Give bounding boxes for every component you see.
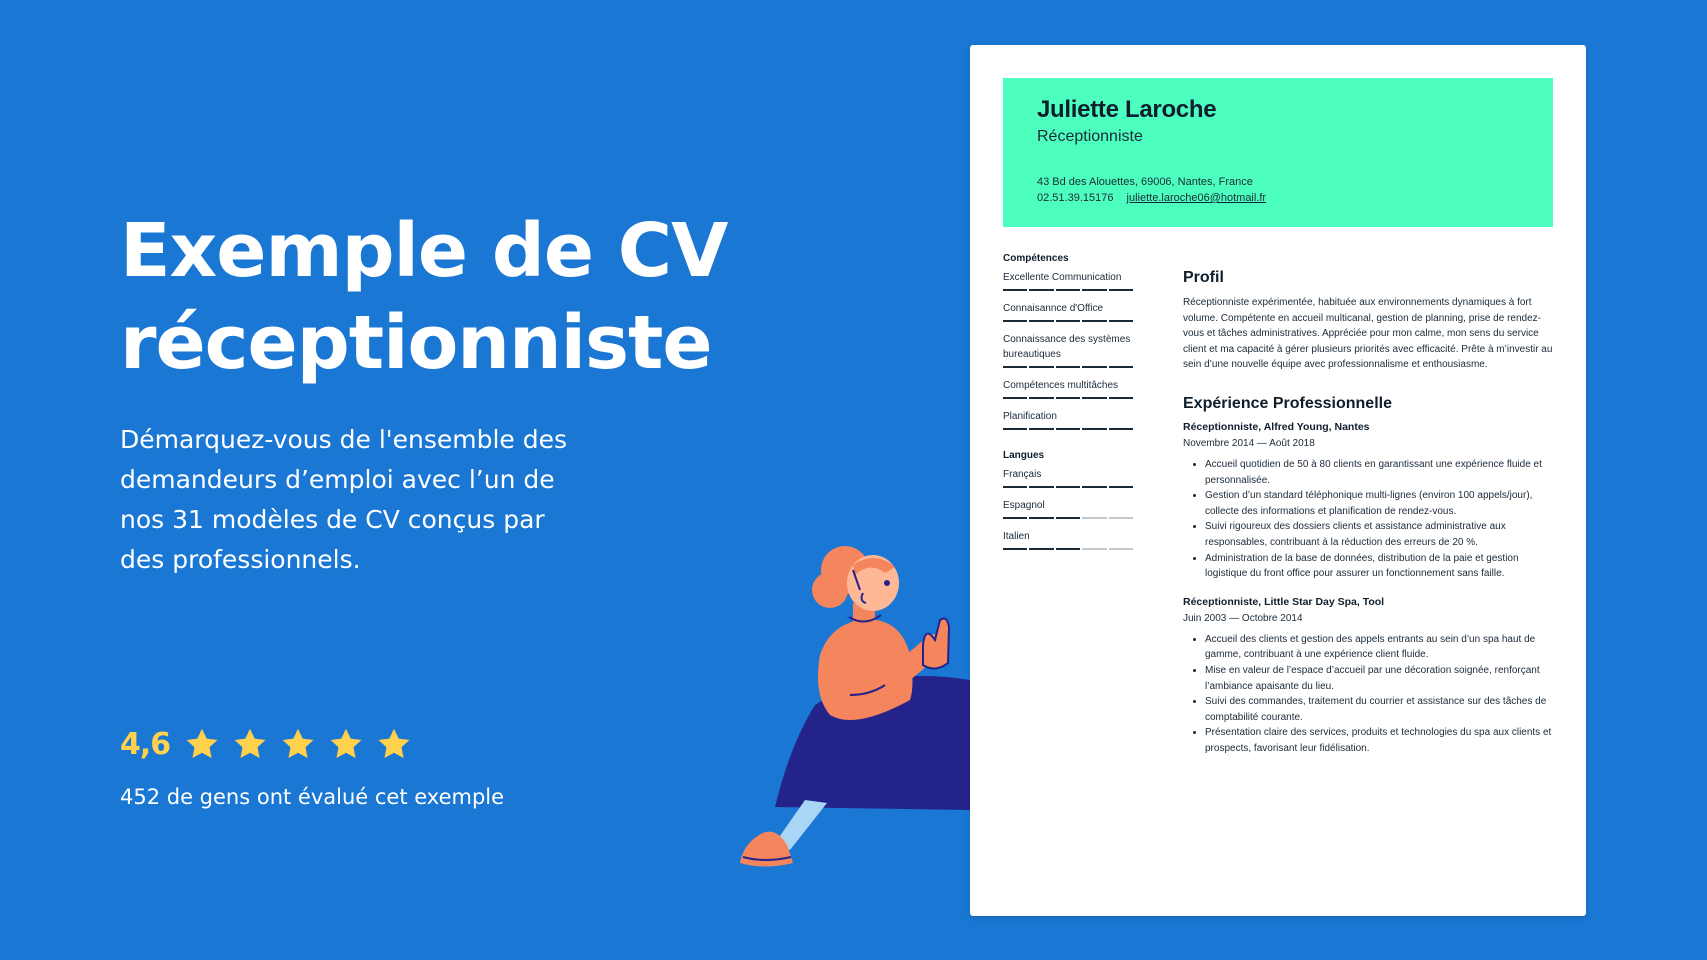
star-icon bbox=[184, 726, 220, 762]
title-line-2: réceptionniste bbox=[120, 300, 712, 386]
jobs-list bbox=[1183, 421, 1555, 757]
job-title: Réceptionniste, Little Star Day Spa, Tool bbox=[1183, 595, 1385, 608]
rating-count: 452 de gens ont évalué cet exemple bbox=[120, 785, 505, 809]
job-bullets bbox=[1183, 457, 1555, 582]
level-segment bbox=[1029, 289, 1053, 291]
cv-address: 43 Bd des Alouettes, 69006, Nantes, France bbox=[1037, 176, 1253, 188]
job-bullet: • Mise en valeur de l’espace d’accueil par une décoration soignée, renforçant l’ambiance apaisante du lieu. bbox=[1205, 663, 1555, 694]
languages-level-bar bbox=[1003, 548, 1135, 550]
skills-item bbox=[1003, 301, 1135, 322]
languages-item bbox=[1003, 467, 1135, 488]
level-segment bbox=[1056, 486, 1080, 488]
profile-text: Réceptionniste expérimentée, habituée aux environnements dynamiques à fort volume. Compétente en accueil multicanal, gestion de planning, prise de rendez-vous et tâches administratives. Appréciée pour mon calme, mon sens du service client et ma capacité à gérer plusieurs priorités avec efficacité. Prête à m’investir au sein d’une nouvelle équipe avec professionnalisme et enthousiasme. bbox=[1183, 297, 1553, 371]
title-line-1: Exemple de CV bbox=[120, 208, 728, 294]
languages-title: Langues bbox=[1003, 450, 1045, 461]
level-segment bbox=[1003, 397, 1027, 399]
level-segment bbox=[1082, 289, 1106, 291]
skills-item bbox=[1003, 409, 1135, 430]
languages-label: Français bbox=[1003, 469, 1042, 480]
skills-list bbox=[1003, 270, 1135, 430]
star-icon bbox=[376, 726, 412, 762]
skills-level-bar bbox=[1003, 320, 1135, 322]
level-segment bbox=[1056, 366, 1080, 368]
level-segment bbox=[1056, 517, 1080, 519]
page-subtitle: Démarquez-vous de l'ensemble des demandeurs d’emploi avec l’un de nos 31 modèles de CV conçus par des professionnels. bbox=[120, 425, 568, 574]
job-bullet: • Présentation claire des services, produits et technologies du spa aux clients et prospects, favorisant leur fidélisation. bbox=[1205, 725, 1555, 756]
cv-preview bbox=[970, 45, 1586, 916]
level-segment bbox=[1082, 320, 1106, 322]
level-segment bbox=[1029, 517, 1053, 519]
level-segment bbox=[1082, 517, 1106, 519]
level-segment bbox=[1056, 289, 1080, 291]
rating bbox=[120, 726, 424, 762]
level-segment bbox=[1082, 397, 1106, 399]
level-segment bbox=[1029, 428, 1053, 430]
languages-item bbox=[1003, 529, 1135, 550]
illustration-hands bbox=[923, 619, 949, 669]
job-bullet: • Accueil des clients et gestion des appels entrants au sein d’un spa haut de gamme, contribuant à une expérience client fluide. bbox=[1205, 632, 1555, 663]
level-segment bbox=[1056, 548, 1080, 550]
cv-name: Juliette Laroche bbox=[1037, 96, 1217, 123]
cv-header bbox=[1003, 78, 1553, 227]
page-title bbox=[120, 205, 760, 389]
level-segment bbox=[1082, 548, 1106, 550]
job-bullet: • Suivi des commandes, traitement du courrier et assistance sur des tâches de comptabilité courante. bbox=[1205, 694, 1555, 725]
skills-level-bar bbox=[1003, 289, 1135, 291]
cv-contact bbox=[1037, 192, 1266, 204]
job-dates: Novembre 2014 — Août 2018 bbox=[1183, 437, 1315, 449]
level-segment bbox=[1109, 486, 1133, 488]
cv-left-column bbox=[1003, 253, 1135, 560]
job-dates: Juin 2003 — Octobre 2014 bbox=[1183, 612, 1303, 624]
star-icon bbox=[328, 726, 364, 762]
job-bullet: • Suivi rigoureux des dossiers clients et assistance administrative aux responsables, contribuant à la réduction des erreurs de 20 %. bbox=[1205, 519, 1555, 550]
languages-level-bar bbox=[1003, 486, 1135, 488]
level-segment bbox=[1029, 366, 1053, 368]
cv-role: Réceptionniste bbox=[1037, 128, 1143, 145]
skills-title: Compétences bbox=[1003, 253, 1069, 264]
cv-phone: 02.51.39.15176 bbox=[1037, 192, 1114, 204]
level-segment bbox=[1082, 366, 1106, 368]
level-segment bbox=[1029, 320, 1053, 322]
languages-list bbox=[1003, 467, 1135, 550]
skills-label: Compétences multitâches bbox=[1003, 380, 1119, 391]
languages-label: Espagnol bbox=[1003, 500, 1045, 511]
level-segment bbox=[1109, 428, 1133, 430]
job-bullet: • Administration de la base de données, distribution de la paie et gestion logistique du front office pour assurer un fonctionnement sans faille. bbox=[1205, 551, 1555, 582]
job-bullet: • Accueil quotidien de 50 à 80 clients en garantissant une expérience fluide et personnalisée. bbox=[1205, 457, 1555, 488]
level-segment bbox=[1109, 366, 1133, 368]
languages-label: Italien bbox=[1003, 531, 1030, 542]
skills-item bbox=[1003, 378, 1135, 399]
rating-score: 4,6 bbox=[120, 726, 171, 762]
profile-title: Profil bbox=[1183, 269, 1224, 286]
languages-item bbox=[1003, 498, 1135, 519]
level-segment bbox=[1082, 428, 1106, 430]
level-segment bbox=[1029, 548, 1053, 550]
level-segment bbox=[1003, 320, 1027, 322]
level-segment bbox=[1056, 397, 1080, 399]
level-segment bbox=[1109, 397, 1133, 399]
woman-illustration bbox=[735, 545, 995, 875]
skills-label: Excellente Communication bbox=[1003, 272, 1122, 283]
star-icon bbox=[232, 726, 268, 762]
skills-level-bar bbox=[1003, 428, 1135, 430]
level-segment bbox=[1003, 486, 1027, 488]
rating-stars bbox=[184, 726, 424, 762]
experience-title: Expérience Professionnelle bbox=[1183, 394, 1392, 412]
job-bullets bbox=[1183, 632, 1555, 757]
skills-level-bar bbox=[1003, 366, 1135, 368]
job-entry bbox=[1183, 421, 1555, 582]
level-segment bbox=[1003, 548, 1027, 550]
level-segment bbox=[1109, 548, 1133, 550]
level-segment bbox=[1003, 366, 1027, 368]
level-segment bbox=[1003, 289, 1027, 291]
level-segment bbox=[1029, 397, 1053, 399]
level-segment bbox=[1003, 517, 1027, 519]
skills-label: Connaisannce d'Office bbox=[1003, 303, 1104, 314]
job-bullet: • Gestion d’un standard téléphonique multi-lignes (environ 100 appels/jour), collecte des informations et planification de rendez-vous. bbox=[1205, 488, 1555, 519]
level-segment bbox=[1056, 320, 1080, 322]
job-title: Réceptionniste, Alfred Young, Nantes bbox=[1183, 420, 1370, 433]
level-segment bbox=[1082, 486, 1106, 488]
job-entry bbox=[1183, 596, 1555, 757]
star-icon bbox=[280, 726, 316, 762]
level-segment bbox=[1029, 486, 1053, 488]
cv-email-link[interactable]: juliette.laroche06@hotmail.fr bbox=[1126, 192, 1267, 204]
level-segment bbox=[1109, 320, 1133, 322]
skills-item bbox=[1003, 332, 1135, 368]
skills-label: Planification bbox=[1003, 411, 1057, 422]
languages-level-bar bbox=[1003, 517, 1135, 519]
level-segment bbox=[1003, 428, 1027, 430]
skills-level-bar bbox=[1003, 397, 1135, 399]
level-segment bbox=[1056, 428, 1080, 430]
skills-label: Connaissance des systèmes bureautiques bbox=[1003, 334, 1131, 360]
cv-right-column bbox=[1183, 269, 1555, 756]
level-segment bbox=[1109, 517, 1133, 519]
skills-item bbox=[1003, 270, 1135, 291]
level-segment bbox=[1109, 289, 1133, 291]
